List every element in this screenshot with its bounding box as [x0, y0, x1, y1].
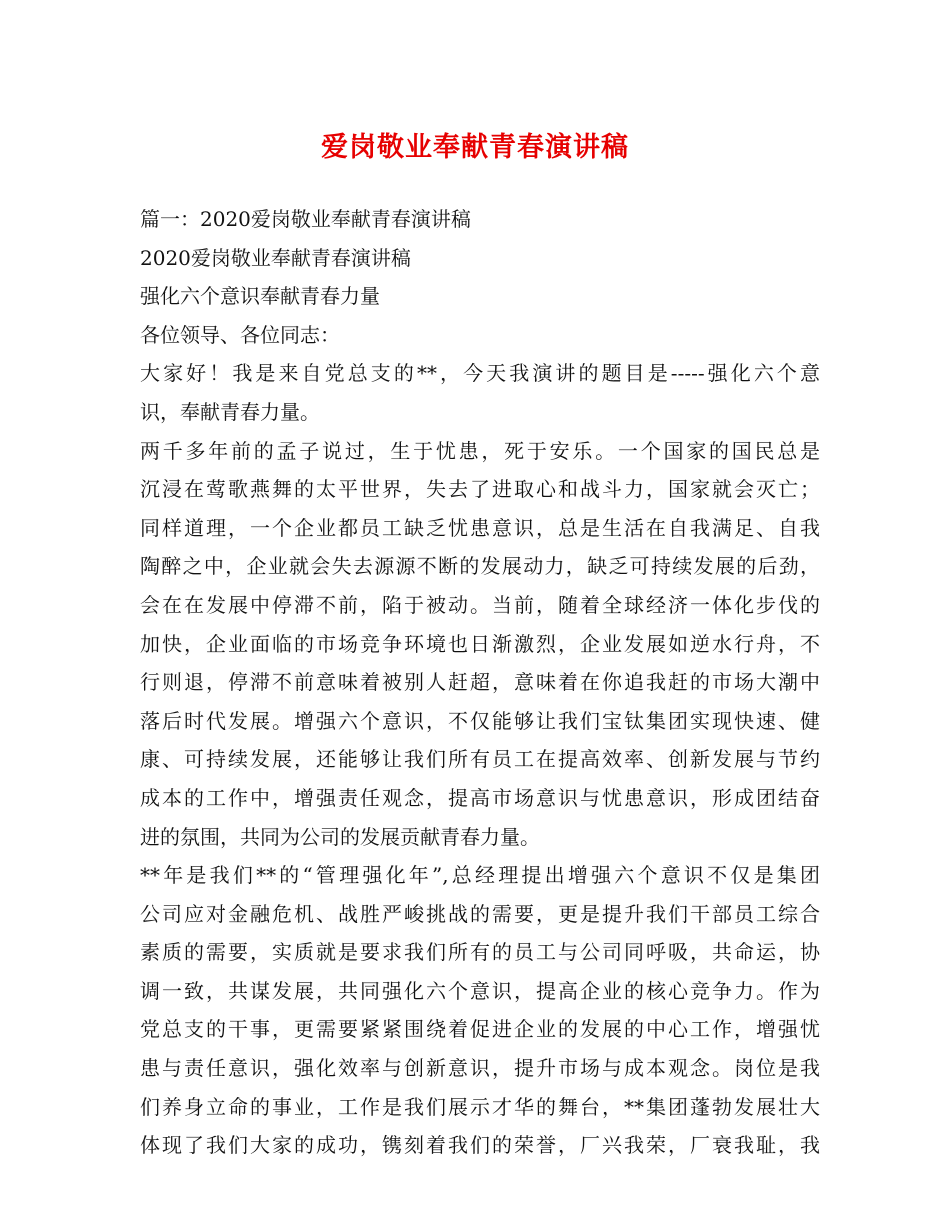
body-text-line: 体现了我们大家的成功，镌刻着我们的荣誉，厂兴我荣，厂衰我耻，我 [140, 1133, 820, 1158]
document-title: 爱岗敬业奉献青春演讲稿 [321, 132, 629, 163]
body-text-line: 同样道理，一个企业都员工缺乏忧患意识，总是生活在自我满足、自我 [140, 515, 820, 540]
body-text-line: 落后时代发展。增强六个意识，不仅能够让我们宝钛集团实现快速、健 [140, 708, 820, 733]
body-text-line: 公司应对金融危机、战胜严峻挑战的需要，更是提升我们干部员工综合 [140, 901, 820, 926]
body-text-line: 陶醉之中，企业就会失去源源不断的发展动力，缺乏可持续发展的后劲， [140, 554, 820, 579]
body-text-line: 篇一：2020爱岗敬业奉献青春演讲稿 [140, 207, 471, 231]
body-text-line: 2020爱岗敬业奉献青春演讲稿 [140, 245, 411, 270]
body-text-line: 素质的需要，实质就是要求我们所有的员工与公司同呼吸，共命运，协 [140, 940, 820, 965]
body-text-line: 加快，企业面临的市场竞争环境也日渐激烈，企业发展如逆水行舟，不 [140, 631, 820, 656]
body-text-line: 们养身立命的事业，工作是我们展示才华的舞台，**集团蓬勃发展壮大 [140, 1094, 820, 1119]
body-text-line: 大家好！我是来自党总支的**，今天我演讲的题目是-----强化六个意 [140, 361, 820, 386]
body-text-line: 调一致，共谋发展，共同强化六个意识，提高企业的核心竞争力。作为 [140, 978, 820, 1003]
body-text-line: 成本的工作中，增强责任观念，提高市场意识与忧患意识，形成团结奋 [140, 785, 820, 810]
body-text-line: 会在在发展中停滞不前，陷于被动。当前，随着全球经济一体化步伐的 [140, 592, 820, 617]
body-text-line: 康、可持续发展，还能够让我们所有员工在提高效率、创新发展与节约 [140, 747, 820, 772]
body-text-line: 患与责任意识，强化效率与创新意识，提升市场与成本观念。岗位是我 [140, 1056, 820, 1081]
body-text-line: 各位领导、各位同志： [140, 322, 340, 347]
body-text-line: 强化六个意识奉献青春力量 [140, 284, 380, 309]
body-text-line: **年是我们**的“管理强化年”,总经理提出增强六个意识不仅是集团 [140, 863, 820, 888]
body-text-line: 两千多年前的孟子说过，生于忧患，死于安乐。一个国家的国民总是 [140, 438, 820, 463]
body-text-line: 识，奉献青春力量。 [140, 399, 320, 424]
body-text-line: 沉浸在莺歌燕舞的太平世界，失去了进取心和战斗力，国家就会灭亡； [140, 477, 820, 502]
body-text-line: 党总支的干事，更需要紧紧围绕着促进企业的发展的中心工作，增强忧 [140, 1017, 820, 1042]
document-body [140, 200, 820, 1165]
body-text-line: 进的氛围，共同为公司的发展贡献青春力量。 [140, 824, 540, 849]
body-text-line: 行则退，停滞不前意味着被别人赶超，意味着在你追我赶的市场大潮中 [140, 670, 820, 695]
